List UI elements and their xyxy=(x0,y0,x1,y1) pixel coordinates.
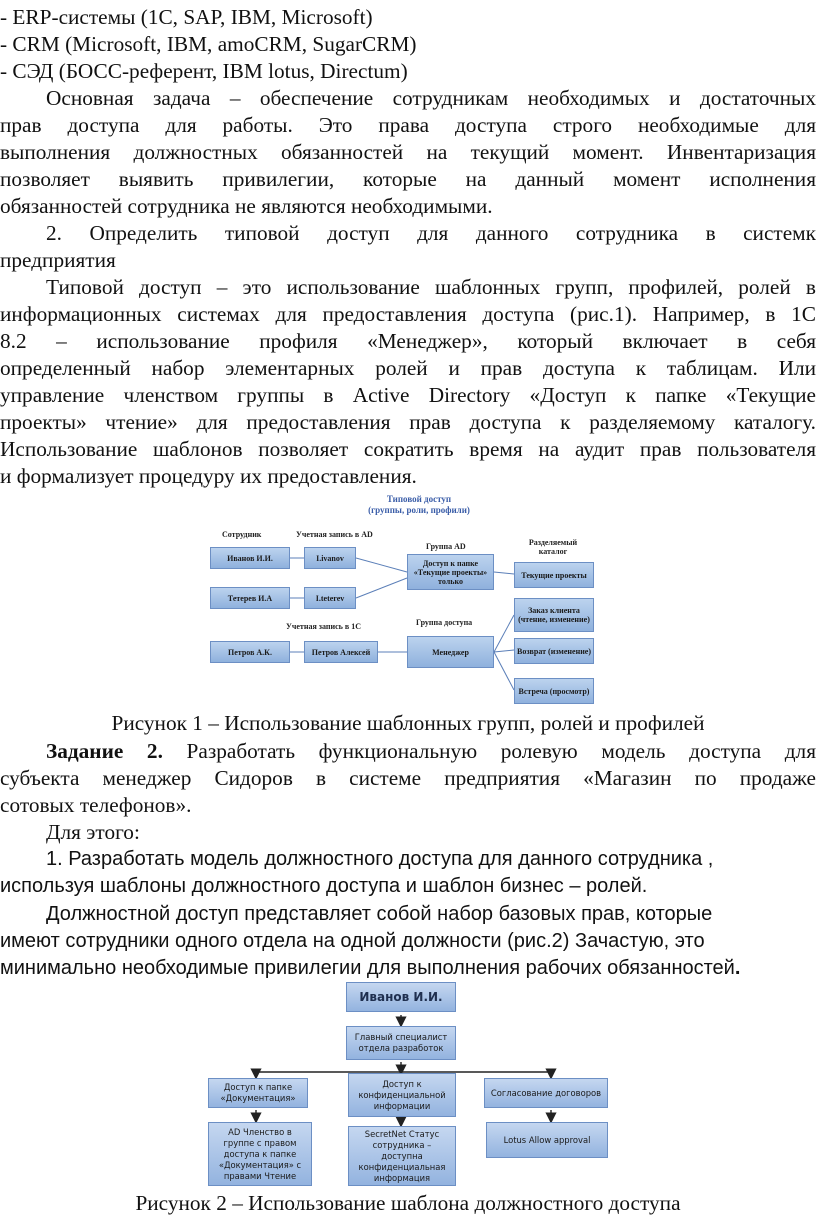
diagram-subtitle: (группы, роли, профили) xyxy=(368,505,470,515)
box-ad-membership: AD Членство в группе с правом доступа к папке «Документация» с правами Чтение xyxy=(208,1122,312,1186)
text-line: выполнения должностных обязанностей на текущий момент. Инвентаризация xyxy=(0,140,816,164)
box-access-docs: Доступ к папке «Документация» xyxy=(208,1078,308,1108)
connector xyxy=(494,615,514,652)
text-line: позволяет выявить привилегии, которые на данный момент исполнения xyxy=(0,167,816,191)
box-secretnet-status: SecretNet Статус сотрудника – доступна конфиденциальная информация xyxy=(348,1126,456,1186)
column-header-ad-group: Группа AD xyxy=(426,542,466,551)
task-label: Задание 2. xyxy=(46,739,163,763)
figure-typical-access-diagram xyxy=(204,492,614,706)
text-line: субъекта менеджер Сидоров в системе предприятия «Магазин по продаже xyxy=(0,766,816,790)
text-line: Использование шаблонов позволяет сократить время на аудит прав пользователя xyxy=(0,437,816,461)
figure-position-access-diagram xyxy=(206,980,610,1188)
figure-caption-1: Рисунок 1 – Использование шаблонных групп, ролей и профилей xyxy=(111,711,705,735)
text-line: управление членством группы в Active Directory «Доступ к папке «Текущие xyxy=(0,383,816,407)
column-header-employee: Сотрудник xyxy=(222,530,262,539)
list-item-erp: - ERP-системы (1С, SAP, IBM, Microsoft) xyxy=(0,5,373,29)
box-employee: Иванов И.И. xyxy=(346,982,456,1012)
text-line: информационных системах для предоставления доступа (рис.1). Например, в 1С xyxy=(0,302,816,326)
column-header-access-group: Группа доступа xyxy=(416,618,473,627)
box-resource-return: Возврат (изменение) xyxy=(514,638,594,664)
column-header-shared-folder: Разделяемый каталог xyxy=(528,538,578,556)
text-line-content: минимально необходимые привилегии для выполнения рабочих обязанностей xyxy=(0,957,735,979)
task-text: Разработать функциональную ролевую модель доступа для xyxy=(162,739,816,763)
text-line: используя шаблоны должностного доступа и шаблон бизнес – ролей. xyxy=(0,875,648,897)
text-line: Основная задача – обеспечение сотрудникам необходимых и достаточных xyxy=(46,86,816,110)
text-line: определенный набор элементарных ролей и прав доступа к таблицам. Или xyxy=(0,356,816,380)
box-employee-ivanov: Иванов И.И. xyxy=(210,547,290,569)
text-line: предприятия xyxy=(0,248,116,272)
box-account-teterev: I.teterev xyxy=(304,587,356,609)
list-item-sed: - СЭД (БОСС-референт, IBM lotus, Directum) xyxy=(0,59,408,83)
text-line-dot: . xyxy=(734,957,741,979)
text-line: Должностной доступ представляет собой набор базовых прав, которые xyxy=(46,903,713,925)
box-access-confidential: Доступ к конфиденциальной информации xyxy=(348,1073,456,1117)
box-resource-current-projects: Текущие проекты xyxy=(514,562,594,588)
box-lotus-approval: Lotus Allow approval xyxy=(486,1122,608,1158)
box-resource-client-order: Заказ клиента (чтение, изменение) xyxy=(514,598,594,632)
connector xyxy=(494,652,514,690)
text-line: сотовых телефонов». xyxy=(0,793,192,817)
text-line: проекты» чтение» для предоставления прав доступа к разделяемому каталогу. xyxy=(0,410,816,434)
column-header-ad-account: Учетная запись в AD xyxy=(296,530,373,539)
text-line: Типовой доступ – это использование шаблонных групп, профилей, ролей в xyxy=(46,275,816,299)
column-header-1c-account: Учетная запись в 1С xyxy=(286,622,362,631)
text-line: имеют сотрудники одного отдела на одной должности (рис.2) Зачастую, это xyxy=(0,930,705,952)
figure-caption-2: Рисунок 2 – Использование шаблона должностного доступа xyxy=(135,1191,681,1215)
connector xyxy=(494,650,514,652)
box-position: Главный специалист отдела разработок xyxy=(346,1026,456,1060)
text-line: 2. Определить типовой доступ для данного сотрудника в системк xyxy=(46,221,816,245)
text-line: Для этого: xyxy=(46,820,140,844)
box-resource-meeting: Встреча (просмотр) xyxy=(514,678,594,704)
box-account-petrov: Петров Алексей xyxy=(304,641,378,663)
connector xyxy=(356,558,407,572)
text-line: 1. Разработать модель должностного доступа для данного сотрудника , xyxy=(46,848,714,870)
text-line: обязанностей сотрудника не являются необходимыми. xyxy=(0,194,493,218)
text-line: и формализует процедуру их предоставления. xyxy=(0,464,417,488)
text-line xyxy=(0,955,816,981)
diagram-title: Типовой доступ xyxy=(386,494,452,504)
list-item-crm: - CRM (Microsoft, IBM, amoCRM, SugarCRM) xyxy=(0,32,417,56)
box-contract-approval: Согласование договоров xyxy=(484,1078,608,1108)
text-line: 8.2 – использование профиля «Менеджер», который включает в себя xyxy=(0,329,816,353)
connector xyxy=(356,578,407,598)
box-employee-petrov: Петров А.К. xyxy=(210,641,290,663)
text-line: прав доступа для работы. Это права доступа строго необходимые для xyxy=(0,113,816,137)
box-account-ivanov: I.ivanov xyxy=(304,547,356,569)
connector xyxy=(494,572,514,574)
task-heading-line xyxy=(0,738,816,764)
box-employee-teterev: Тетерев И.А xyxy=(210,587,290,609)
box-access-group-manager: Менеджер xyxy=(407,636,494,668)
box-ad-group: Доступ к папке «Текущие проекты» только xyxy=(407,554,494,590)
